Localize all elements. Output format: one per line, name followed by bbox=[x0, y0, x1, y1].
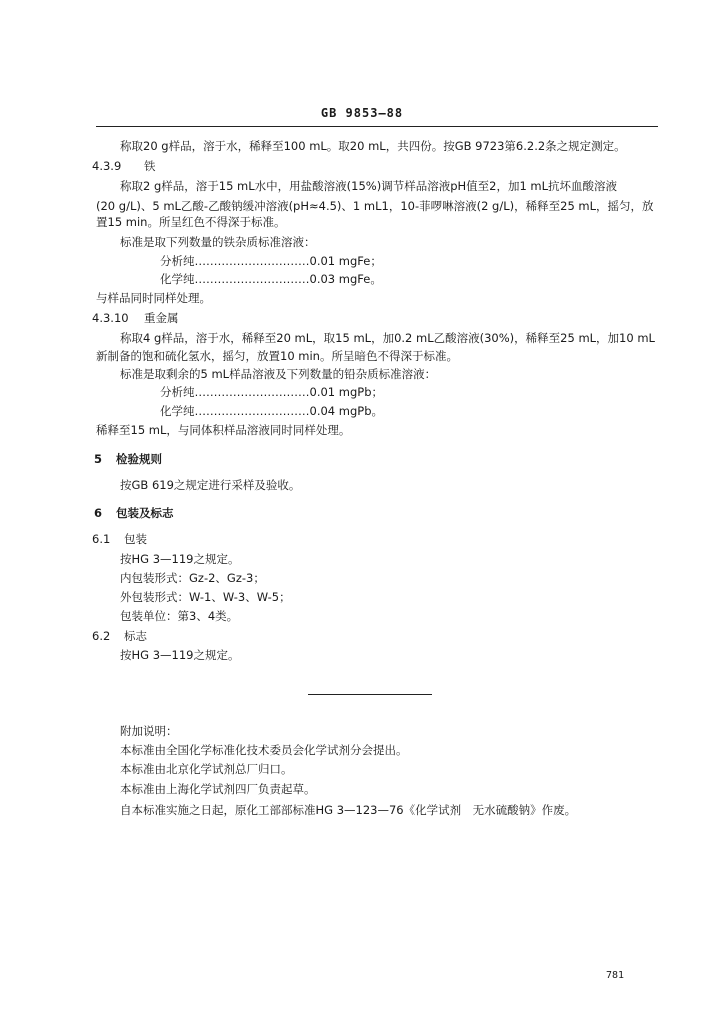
text-line: 按HG 3—119之规定。 bbox=[120, 648, 240, 662]
iron-grade-chemical bbox=[160, 272, 382, 286]
standard-number-header: GB 9853—88 bbox=[320, 106, 404, 120]
text-line: 外包装形式：W-1、W-3、W-5； bbox=[120, 590, 291, 604]
section-6-1-number: 6.1 bbox=[92, 532, 111, 546]
grade-label: 分析纯 bbox=[160, 385, 195, 399]
section-6-number: 6 bbox=[94, 506, 103, 520]
text-line: 称取4 g样品，溶于水，稀释至20 mL，取15 mL，加0.2 mL乙酸溶液(30%)，稀释至25 mL，加10 mL bbox=[120, 331, 655, 345]
section-4-3-10-number: 4.3.10 bbox=[92, 311, 129, 325]
grade-value: 0.03 mgFe。 bbox=[309, 272, 382, 286]
text-line: 按HG 3—119之规定。 bbox=[120, 552, 240, 566]
grade-label: 化学纯 bbox=[160, 272, 195, 286]
text-line: (20 g/L)、5 mL乙酸-乙酸钠缓冲溶液(pH≈4.5)、1 mL1，10-菲啰啉溶液(2 g/L)，稀释至25 mL，摇匀，放 bbox=[96, 199, 654, 213]
section-4-3-10-title: 重金属 bbox=[144, 311, 179, 325]
leader-dots: ………………………… bbox=[194, 272, 310, 286]
page-number: 781 bbox=[606, 970, 625, 981]
text-line: 内包装形式：Gz-2、Gz-3； bbox=[120, 571, 265, 585]
notes-line: 本标准由全国化学标准化技术委员会化学试剂分会提出。 bbox=[120, 743, 408, 757]
grade-value: 0.04 mgPb。 bbox=[309, 404, 383, 418]
notes-title: 附加说明： bbox=[120, 724, 178, 738]
text-line: 包装单位：第3、4类。 bbox=[120, 609, 239, 623]
grade-label: 分析纯 bbox=[160, 254, 195, 268]
text-line: 标准是取下列数量的铁杂质标准溶液： bbox=[120, 235, 316, 249]
leader-dots: ………………………… bbox=[194, 385, 310, 399]
leader-dots: ………………………… bbox=[194, 254, 310, 268]
end-of-text-rule bbox=[308, 694, 432, 695]
notes-line: 自本标准实施之日起，原化工部部标准HG 3—123—76《化学试剂 无水硫酸钠》作废。 bbox=[120, 803, 577, 817]
text-line: 称取2 g样品，溶于15 mL水中，用盐酸溶液(15%)调节样品溶液pH值至2，加1 mL抗坏血酸溶液 bbox=[120, 179, 618, 193]
text-line: 称取20 g样品，溶于水，稀释至100 mL。取20 mL，共四份。按GB 9723第6.2.2条之规定测定。 bbox=[120, 139, 626, 153]
section-6-2-number: 6.2 bbox=[92, 629, 111, 643]
section-4-3-9-title: 铁 bbox=[144, 159, 156, 173]
grade-value: 0.01 mgFe； bbox=[309, 254, 382, 268]
text-line: 稀释至15 mL，与同体积样品溶液同时同样处理。 bbox=[96, 423, 351, 437]
iron-grade-analytical bbox=[160, 254, 382, 268]
leader-dots: ………………………… bbox=[194, 404, 310, 418]
lead-grade-analytical bbox=[160, 385, 383, 399]
section-6-2-title: 标志 bbox=[124, 629, 147, 643]
grade-label: 化学纯 bbox=[160, 404, 195, 418]
section-4-3-9-number: 4.3.9 bbox=[92, 159, 122, 173]
section-6-title: 包装及标志 bbox=[116, 506, 174, 520]
grade-value: 0.01 mgPb； bbox=[309, 385, 383, 399]
text-line: 新制备的饱和硫化氢水，摇匀，放置10 min。所呈暗色不得深于标准。 bbox=[96, 349, 458, 363]
notes-line: 本标准由北京化学试剂总厂归口。 bbox=[120, 762, 293, 776]
header-rule bbox=[96, 126, 658, 127]
notes-line: 本标准由上海化学试剂四厂负责起草。 bbox=[120, 782, 316, 796]
lead-grade-chemical bbox=[160, 404, 383, 418]
text-line: 置15 min。所呈红色不得深于标准。 bbox=[96, 215, 286, 229]
text-line: 与样品同时同样处理。 bbox=[96, 291, 211, 305]
section-5-title: 检验规则 bbox=[116, 452, 162, 466]
text-line: 标准是取剩余的5 mL样品溶液及下列数量的铅杂质标准溶液： bbox=[120, 367, 437, 381]
section-6-1-title: 包装 bbox=[124, 532, 147, 546]
section-5-number: 5 bbox=[94, 452, 103, 466]
text-line: 按GB 619之规定进行采样及验收。 bbox=[120, 478, 301, 492]
